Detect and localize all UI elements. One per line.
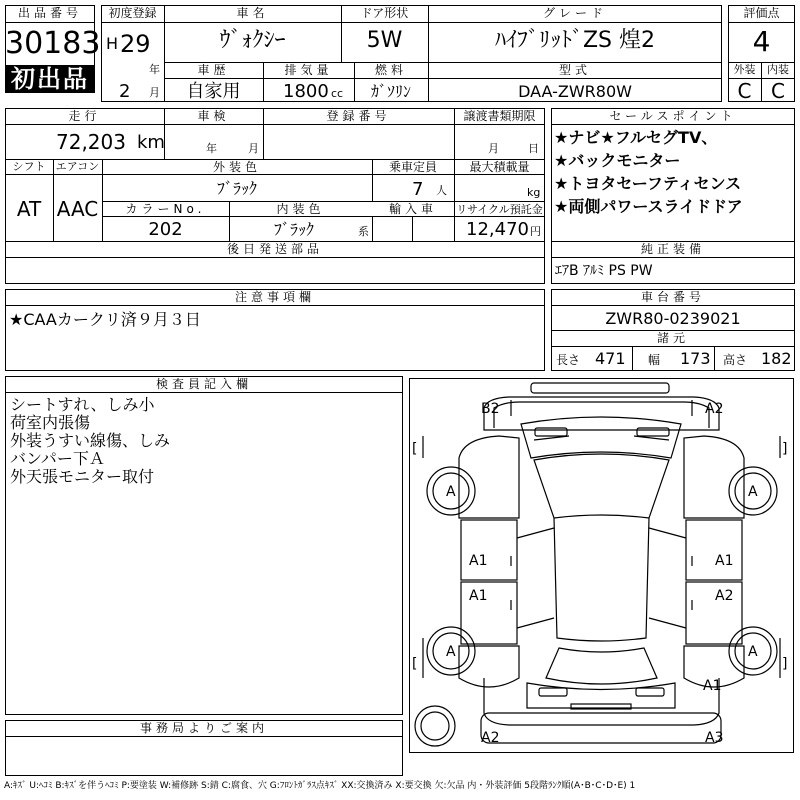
- grade-label: グレード: [542, 6, 607, 20]
- int-color-label: 内装色: [276, 202, 325, 216]
- ext-color-label: 外装色: [212, 160, 261, 174]
- equipment-label: 純正装備: [640, 242, 705, 256]
- damage-mark-rear-quarter-right: A1: [703, 678, 722, 694]
- history: 自家用: [186, 81, 241, 102]
- displacement: 1800: [283, 81, 329, 102]
- first-listing-label: 初出品: [11, 65, 89, 93]
- load-unit: kg: [527, 186, 541, 199]
- grade: ﾊｲﾌﾞﾘｯﾄﾞZS 煌2: [494, 28, 656, 53]
- car-name-label: 車名: [236, 6, 269, 20]
- damage-mark-wheel-rr: A: [748, 644, 758, 660]
- score-label: 評価点: [743, 6, 780, 20]
- recycle-unit: 円: [530, 225, 541, 238]
- interior-grade: C: [771, 79, 785, 103]
- import-label: 輸入車: [388, 202, 437, 216]
- equipment: ｴｱB ｱﾙﾐ PS PW: [555, 263, 653, 279]
- later-parts-label: 後日発送部品: [226, 242, 323, 256]
- damage-mark-door-fl: A1: [469, 553, 488, 569]
- shift: AT: [16, 197, 42, 221]
- int-color: ﾌﾞﾗｯｸ: [273, 220, 314, 239]
- score: 4: [752, 25, 771, 58]
- capacity: 7: [412, 179, 424, 200]
- height: 182: [761, 349, 792, 368]
- plate-label: 登録番号: [326, 109, 391, 123]
- legend: A:ｷｽﾞ U:ﾍｺﾐ B:ｷｽﾞを伴うﾍｺﾐ P:要塗装 W:補修跡 S:錆 C:腐食、穴 G:ﾌﾛﾝﾄｶﾞﾗｽ点ｷｽﾞ XX:交換済み X:要交換 欠:欠品 内・外装評価 5段階ﾗﾝｸ順(A･B･C･D･E) 1: [4, 781, 636, 791]
- shift-label: シフト: [12, 160, 46, 173]
- damage-mark-door-rl: A1: [469, 588, 488, 604]
- recycle-label: リサイクル預託金: [456, 203, 543, 216]
- inspector-line: 外装うすい線傷、しみ: [10, 431, 171, 450]
- sales-point-item: ★ナビ★フルセグTV、: [554, 128, 718, 147]
- sales-points-label: セールスポイント: [609, 109, 737, 123]
- exterior-grade: C: [737, 79, 752, 103]
- width-label: 幅: [648, 353, 661, 367]
- length-label: 長さ: [556, 353, 581, 367]
- inspector-line: 外天張モニター取付: [10, 467, 155, 486]
- interior-grade-label: 内装: [767, 63, 789, 76]
- sales-point-item: ★トヨタセーフティセンス: [554, 174, 742, 193]
- damage-mark-door-rr: A2: [715, 588, 734, 604]
- fuel: ｶﾞｿﾘﾝ: [370, 82, 411, 101]
- car-name: ｳﾞｫｸｼｰ: [219, 28, 286, 53]
- notes-label: 注意事項欄: [234, 290, 315, 304]
- displacement-unit: cc: [331, 87, 344, 100]
- ext-color: ﾌﾞﾗｯｸ: [216, 179, 257, 198]
- damage-mark-rear-right: A3: [705, 730, 724, 746]
- displacement-label: 排気量: [284, 63, 333, 77]
- era: H: [106, 34, 119, 53]
- bracket-right-rear: ]: [782, 656, 788, 672]
- first-registration-label: 初度登録: [108, 6, 157, 20]
- damage-mark-wheel-rl: A: [446, 644, 456, 660]
- load-label: 最大積載量: [469, 160, 530, 174]
- sales-point-item: ★両側パワースライドドア: [554, 197, 743, 216]
- exterior-grade-label: 外装: [733, 63, 756, 76]
- capacity-label: 乗車定員: [388, 160, 437, 174]
- width: 173: [680, 349, 711, 368]
- month-unit: 月: [149, 86, 160, 99]
- color-no-label: カラーNo.: [125, 202, 206, 216]
- model-label: 型式: [558, 63, 591, 77]
- damage-mark-rear-left: A2: [481, 730, 500, 746]
- mileage-unit: km: [137, 132, 165, 153]
- recycle-deposit: 12,470: [466, 219, 529, 240]
- aircon-label: エアコン: [55, 160, 100, 173]
- inspector-line: 荷室内張傷: [10, 413, 91, 432]
- door-type: 5W: [366, 28, 403, 53]
- sales-point-item: ★バックモニター: [554, 151, 681, 170]
- bracket-left: [: [412, 441, 418, 457]
- transfer-day-unit: 日: [528, 142, 539, 155]
- damage-mark-wheel-fl: A: [446, 484, 456, 500]
- height-label: 高さ: [723, 353, 748, 367]
- mileage-label: 走行: [68, 109, 101, 123]
- year-unit: 年: [149, 63, 160, 76]
- inspector-label: 検査員記入欄: [155, 377, 252, 391]
- inspector-line: バンパー下Ａ: [10, 449, 105, 468]
- length: 471: [595, 349, 626, 368]
- office-label: 事務局よりご案内: [139, 721, 268, 735]
- transfer-doc-label: 譲渡書類期限: [463, 109, 536, 123]
- chassis-label: 車台番号: [640, 290, 705, 304]
- int-color-suffix: 系: [358, 225, 369, 238]
- damage-mark-front-right: A2: [705, 401, 724, 417]
- registration-year: 29: [120, 30, 151, 58]
- fuel-label: 燃料: [374, 63, 407, 77]
- bracket-right: ]: [782, 441, 788, 457]
- notes: ★CAAカークリ済９月３日: [9, 310, 201, 329]
- registration-month: 2: [119, 81, 131, 102]
- capacity-unit: 人: [436, 184, 447, 197]
- inspection-label: 車検: [197, 109, 230, 123]
- inspection-month-unit: 月: [248, 142, 259, 155]
- history-label: 車歴: [197, 63, 230, 77]
- lot-number: 30183: [5, 26, 101, 61]
- damage-mark-wheel-fr: A: [748, 484, 758, 500]
- chassis-number: ZWR80-0239021: [605, 309, 741, 328]
- inspector-line: シートすれ、しみ小: [10, 395, 155, 414]
- mileage: 72,203: [56, 130, 126, 154]
- aircon: AAC: [56, 197, 99, 221]
- car-damage-diagram: [409, 378, 794, 753]
- model: DAA-ZWR80W: [518, 82, 632, 101]
- lot-number-label: 出品番号: [17, 6, 82, 20]
- bracket-left-rear: [: [412, 656, 418, 672]
- color-no: 202: [148, 219, 183, 240]
- transfer-month-unit: 月: [488, 142, 499, 155]
- inspection-year-unit: 年: [206, 142, 217, 155]
- damage-mark-door-fr: A1: [715, 553, 734, 569]
- dimensions-label: 諸元: [656, 331, 689, 345]
- door-label: ドア形状: [360, 6, 409, 20]
- damage-mark-front-left: B2: [481, 401, 500, 417]
